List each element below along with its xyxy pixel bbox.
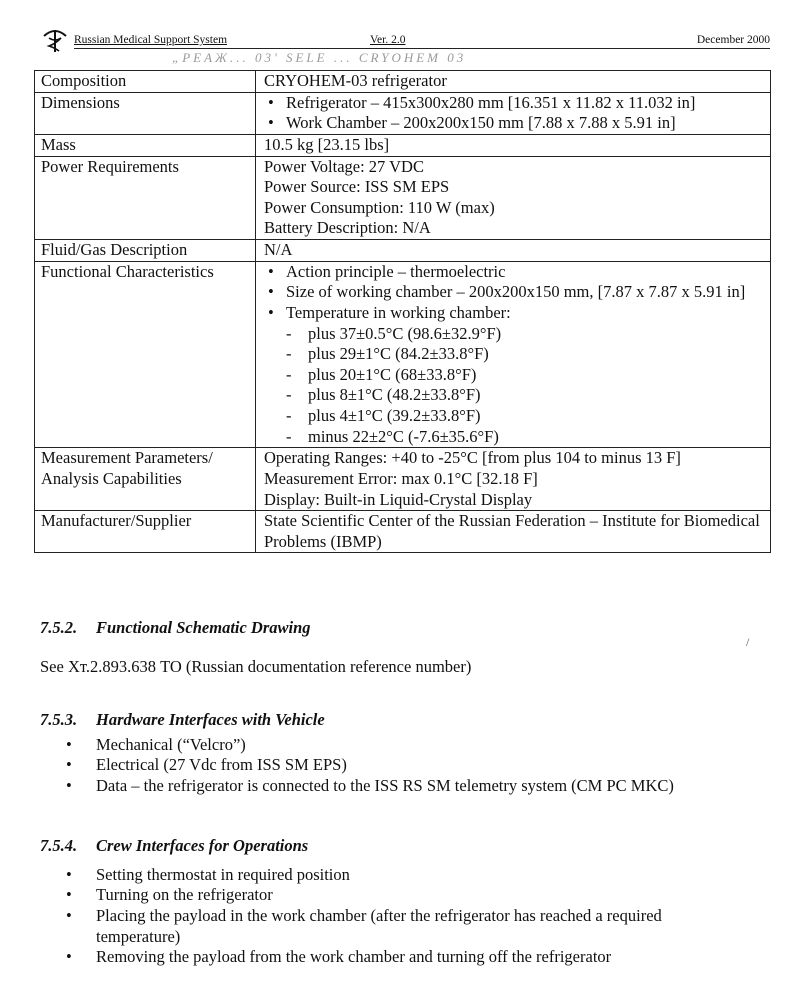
spec-row (35, 156, 771, 240)
spec-line: N/A (264, 240, 293, 259)
spec-key: Fluid/Gas Description (35, 240, 256, 262)
section-heading (40, 710, 770, 731)
spec-value (256, 134, 771, 156)
crew-operations-list (40, 865, 770, 968)
section-number: 7.5.2. (40, 618, 78, 637)
section-title: Functional Schematic Drawing (96, 618, 311, 637)
temperature-setting: - plus 20±1°C (68±33.8°F) (264, 365, 766, 386)
list-item: • Placing the payload in the work chamber (after the refrigerator has reached a required temperature) (40, 906, 770, 947)
spec-line: Power Consumption: 110 W (max) (264, 197, 495, 217)
section-number: 7.5.3. (40, 710, 78, 729)
medical-emblem-icon (40, 24, 70, 54)
spec-key: Dimensions (35, 92, 256, 134)
list-item: • Data – the refrigerator is connected to the ISS RS SM telemetry system (CM PC MKC) (40, 776, 770, 797)
list-item: • Electrical (27 Vdc from ISS SM EPS) (40, 755, 770, 776)
spec-line: Power Source: ISS SM EPS (264, 177, 450, 197)
header-org: Russian Medical Support System (74, 34, 228, 46)
spec-row (35, 261, 771, 448)
section-title: Hardware Interfaces with Vehicle (96, 710, 325, 729)
temperature-setting: - plus 37±0.5°C (98.6±32.9°F) (264, 324, 766, 345)
spec-line: Power Voltage: 27 VDC (264, 156, 424, 176)
page-header (40, 24, 770, 50)
spec-row (35, 448, 771, 511)
spec-line: Operating Ranges: +40 to -25°C [from plus 104 to minus 13 F] (264, 448, 681, 468)
temperature-setting: - plus 4±1°C (39.2±33.8°F) (264, 406, 766, 427)
section-7-5-2 (40, 618, 770, 677)
spec-value (256, 261, 771, 448)
header-date: December 2000 (696, 34, 770, 46)
header-version: Ver. 2.0 (370, 34, 406, 46)
spec-table (34, 70, 771, 553)
spec-value (256, 240, 771, 262)
spec-row (35, 71, 771, 93)
spec-value (256, 511, 771, 553)
section-body: See Xт.2.893.638 TO (Russian documentation reference number) (40, 656, 472, 676)
spec-line: 10.5 kg [23.15 lbs] (264, 134, 390, 154)
spec-line: State Scientific Center of the Russian Federation – Institute for Biomedical Problems (IBMP) (264, 511, 760, 551)
spec-key: Manufacturer/Supplier (35, 511, 256, 553)
spec-value (256, 71, 771, 93)
spec-bullet: • Temperature in working chamber: (264, 303, 766, 324)
spec-row (35, 511, 771, 553)
list-item: • Turning on the refrigerator (40, 885, 770, 906)
spec-value (256, 448, 771, 511)
section-heading (40, 618, 770, 639)
spec-bullet: • Refrigerator – 415x300x280 mm [16.351 x 11.82 x 11.032 in] (264, 93, 766, 114)
spec-line: Battery Description: N/A (264, 218, 431, 238)
list-item: • Mechanical (“Velcro”) (40, 735, 770, 756)
header-rule (74, 48, 770, 49)
spec-row (35, 134, 771, 156)
temperature-setting: - plus 29±1°C (84.2±33.8°F) (264, 344, 766, 365)
list-item: • Setting thermostat in required position (40, 865, 770, 886)
stray-mark: / (746, 635, 750, 649)
temperature-setting: - plus 8±1°C (48.2±33.8°F) (264, 385, 766, 406)
interfaces-list (40, 735, 770, 797)
section-title: Crew Interfaces for Operations (96, 836, 309, 855)
spec-key: Functional Characteristics (35, 261, 256, 448)
spec-row (35, 92, 771, 134)
spec-value (256, 156, 771, 240)
spec-line: Display: Built-in Liquid-Crystal Display (264, 489, 533, 509)
spec-line: CRYOHEM-03 refrigerator (264, 71, 447, 90)
spec-line: Measurement Error: max 0.1°C [32.18 F] (264, 468, 538, 488)
section-7-5-4 (40, 836, 770, 968)
section-number: 7.5.4. (40, 836, 78, 855)
section-7-5-3 (40, 710, 770, 797)
handwritten-note: „PEAЖ... 03' SELE ... CRYOHEM 03 (172, 50, 467, 65)
spec-key: Mass (35, 134, 256, 156)
spec-row (35, 240, 771, 262)
spec-key: Power Requirements (35, 156, 256, 240)
spec-bullet: • Action principle – thermoelectric (264, 262, 766, 283)
list-item: • Removing the payload from the work chamber and turning off the refrigerator (40, 947, 770, 968)
spec-key: Measurement Parameters/ Analysis Capabilities (35, 448, 256, 511)
section-heading (40, 836, 770, 857)
temperature-setting: - minus 22±2°C (-7.6±35.6°F) (264, 427, 766, 448)
spec-key: Composition (35, 71, 256, 93)
spec-bullet: • Size of working chamber – 200x200x150 mm, [7.87 x 7.87 x 5.91 in] (264, 282, 766, 303)
spec-value (256, 92, 771, 134)
spec-bullet: • Work Chamber – 200x200x150 mm [7.88 x 7.88 x 5.91 in] (264, 113, 766, 134)
